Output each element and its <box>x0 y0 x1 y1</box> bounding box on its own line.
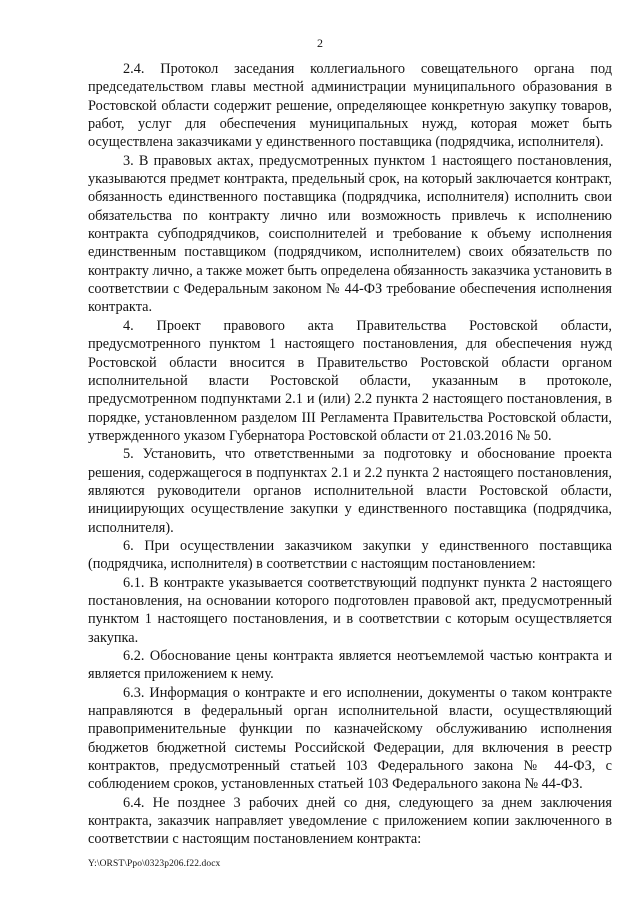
paragraph-6-1: 6.1. В контракте указывается соответствующий подпункт пункта 2 настоящего постановления, на основании которого подготовлен правовой акт, предусмотренный пунктом 1 настоящего постановления, и в соответствии с которым осуществляется закупка. <box>88 574 612 646</box>
page-number: 2 <box>317 36 323 50</box>
paragraph-4: 4. Проект правового акта Правительства Ростовской области, предусмотренного пунктом 1 настоящего постановления, для обеспечения нужд Ростовской области вносится в Правительство Ростовской области органом исполнительной власти Ростовской области, указанным в протоколе, предусмотренном подпунктами 2.1 и (или) 2.2 пункта 2 настоящего постановления, в порядке, установленном разделом III Регламента Правительства Ростовской области, утвержденного указом Губернатора Ростовской области от 21.03.2016 № 50. <box>88 317 612 444</box>
paragraph-2-4: 2.4. Протокол заседания коллегиального совещательного органа под председательством главы местной администрации муниципального образования в Ростовской области содержит решение, определяющее конкретную закупку товаров, работ, услуг для обеспечения муниципальных нужд, которая может быть осуществлена заказчиками у единственного поставщика (подрядчика, исполнителя). <box>88 61 612 151</box>
paragraph-3: 3. В правовых актах, предусмотренных пунктом 1 настоящего постановления, указываются предмет контракта, предельный срок, на который заключается контракт, обязанность единственного поставщика (подрядчика, исполнителя) исполнить свои обязательства по контракту лично или возможность привлечь к исполнению контракта субподрядчиков, соисполнителей и требование к объему исполнения единственным поставщиком (подрядчиком, исполнителем) своих обязательств по контракту лично, а также может быть определена обязанность заказчика установить в соответствии с Федеральным законом № 44-ФЗ требование обеспечения исполнения контракта. <box>88 152 612 316</box>
document-body <box>88 60 612 849</box>
paragraph-6-4: 6.4. Не позднее 3 рабочих дней со дня, следующего за днем заключения контракта, заказчик направляет уведомление с приложением копии заключенного в соответствии с настоящим постановлением контракта: <box>88 794 612 848</box>
paragraph-6-2: 6.2. Обоснование цены контракта является неотъемлемой частью контракта и является приложением к нему. <box>88 648 612 683</box>
footer-file-path: Y:\ORST\Ppo\0323p206.f22.docx <box>88 859 221 869</box>
paragraph-6: 6. При осуществлении заказчиком закупки у единственного поставщика (подрядчика, исполнителя) в соответствии с настоящим постановлением: <box>88 537 612 573</box>
paragraph-5: 5. Установить, что ответственными за подготовку и обоснование проекта решения, содержащегося в подпунктах 2.1 и 2.2 пункта 2 настоящего постановления, являются руководители органов исполнительной власти Ростовской области, инициирующих осуществление закупки у единственного поставщика (подрядчика, исполнителя). <box>88 446 612 536</box>
paragraph-6-3: 6.3. Информация о контракте и его исполнении, документы о таком контракте направляются в федеральный орган исполнительной власти, осуществляющий правоприменительные функции по казначейскому обслуживанию исполнения бюджетов бюджетной системы Российской Федерации, для включения в реестр контрактов, предусмотренный статьей 103 Федерального закона № 44-ФЗ, с соблюдением сроков, установленных статьей 103 Федерального закона № 44-ФЗ. <box>88 684 612 793</box>
